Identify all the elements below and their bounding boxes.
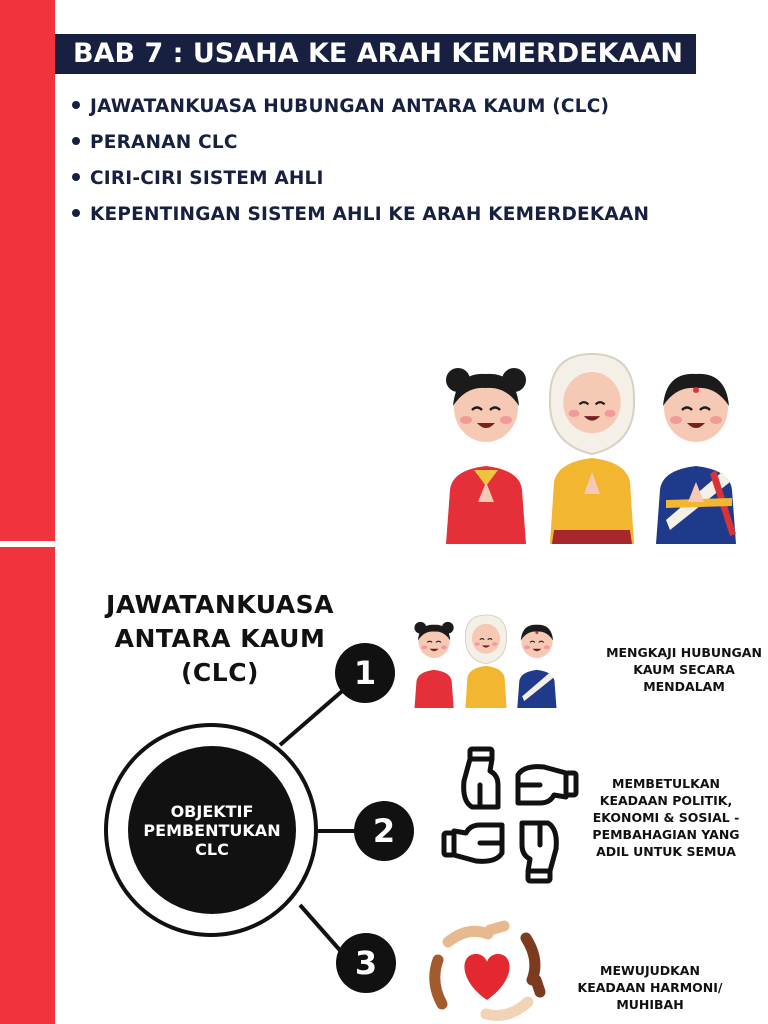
objective-number-3: 3	[336, 933, 396, 993]
objective-number-1: 1	[335, 643, 395, 703]
four-hands-icon	[440, 745, 580, 885]
objective-number-2: 2	[354, 801, 414, 861]
list-item: JAWATANKUASA HUBUNGAN ANTARA KAUM (CLC)	[72, 90, 649, 126]
objective-text-3: MEWUJUDKAN KEADAAN HARMONI/ MUHIBAH	[577, 963, 723, 1012]
three-children-icon	[410, 614, 560, 708]
list-item: CIRI-CIRI SISTEM AHLI	[72, 162, 649, 198]
objective-text-2: MEMBETULKAN KEADAAN POLITIK, EKONOMI & SOSIAL - PEMBAHAGIAN YANG ADIL UNTUK SEMUA	[592, 776, 740, 859]
list-item: PERANAN CLC	[72, 126, 649, 162]
section-title: JAWATANKUASA ANTARA KAUM (CLC)	[106, 590, 334, 687]
list-item: KEPENTINGAN SISTEM AHLI KE ARAH KEMERDEKAAN	[72, 198, 649, 234]
center-circle: OBJEKTIF PEMBENTUKAN CLC	[128, 746, 296, 914]
objective-text-1: MENGKAJI HUBUNGAN KAUM SECARA MENDALAM	[606, 645, 762, 694]
chapter-title: BAB 7 : USAHA KE ARAH KEMERDEKAAN	[55, 34, 696, 74]
hands-heart-icon	[428, 920, 546, 1024]
